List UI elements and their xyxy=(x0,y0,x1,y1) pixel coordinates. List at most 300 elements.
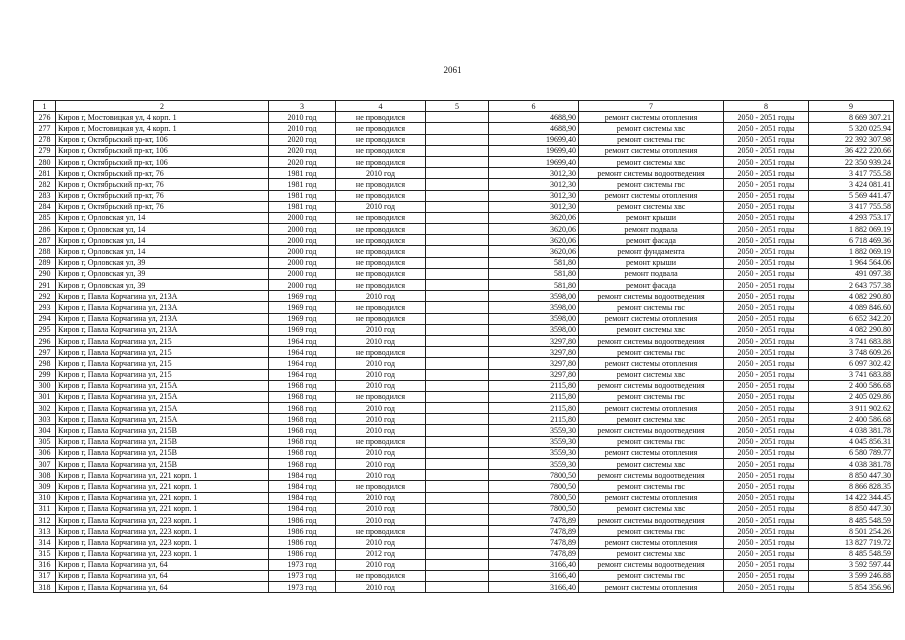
cost-cell: 4 089 846.60 xyxy=(809,302,894,313)
period-cell: 2050 - 2051 годы xyxy=(724,391,809,402)
year-built-cell: 1984 год xyxy=(269,503,336,514)
area-cell: 3620,06 xyxy=(489,235,579,246)
address-cell: Киров г, Павла Корчагина ул, 64 xyxy=(56,559,269,570)
area-cell: 2115,80 xyxy=(489,391,579,402)
cost-cell: 22 350 939.24 xyxy=(809,156,894,167)
year-built-cell: 1981 год xyxy=(269,179,336,190)
address-cell: Киров г, Павла Корчагина ул, 221 корп. 1 xyxy=(56,470,269,481)
year-built-cell: 1973 год xyxy=(269,570,336,581)
area-cell: 7478,89 xyxy=(489,548,579,559)
row-number-cell: 308 xyxy=(34,470,56,481)
year-built-cell: 1969 год xyxy=(269,302,336,313)
period-cell: 2050 - 2051 годы xyxy=(724,168,809,179)
col5-cell xyxy=(426,257,489,268)
col5-cell xyxy=(426,235,489,246)
address-cell: Киров г, Павла Корчагина ул, 215В xyxy=(56,459,269,470)
row-number-cell: 296 xyxy=(34,335,56,346)
area-cell: 3559,30 xyxy=(489,436,579,447)
col5-cell xyxy=(426,526,489,537)
work-type-cell: ремонт системы водоотведения xyxy=(579,291,724,302)
area-cell: 3598,00 xyxy=(489,324,579,335)
work-type-cell: ремонт системы хвс xyxy=(579,548,724,559)
address-cell: Киров г, Орловская ул, 14 xyxy=(56,212,269,223)
year-built-cell: 1964 год xyxy=(269,358,336,369)
col5-cell xyxy=(426,380,489,391)
page-number: 2061 xyxy=(443,65,462,75)
table-row xyxy=(34,436,894,447)
year-built-cell: 2000 год xyxy=(269,224,336,235)
year-built-cell: 1968 год xyxy=(269,403,336,414)
last-repair-cell: не проводился xyxy=(336,190,426,201)
col5-cell xyxy=(426,358,489,369)
table-row xyxy=(34,481,894,492)
area-cell: 2115,80 xyxy=(489,403,579,414)
cost-cell: 2 405 029.86 xyxy=(809,391,894,402)
cost-cell: 13 827 719.72 xyxy=(809,537,894,548)
row-number-cell: 297 xyxy=(34,347,56,358)
table-row xyxy=(34,414,894,425)
col5-cell xyxy=(426,302,489,313)
last-repair-cell: 2010 год xyxy=(336,537,426,548)
row-number-cell: 294 xyxy=(34,313,56,324)
cost-cell: 3 748 609.26 xyxy=(809,347,894,358)
cost-cell: 2 400 586.68 xyxy=(809,380,894,391)
row-number-cell: 309 xyxy=(34,481,56,492)
table-row xyxy=(34,503,894,514)
address-cell: Киров г, Павла Корчагина ул, 213А xyxy=(56,324,269,335)
row-number-cell: 292 xyxy=(34,291,56,302)
cost-cell: 3 424 081.41 xyxy=(809,179,894,190)
table-row xyxy=(34,492,894,503)
address-cell: Киров г, Павла Корчагина ул, 215А xyxy=(56,380,269,391)
period-cell: 2050 - 2051 годы xyxy=(724,224,809,235)
cost-cell: 8 850 447.30 xyxy=(809,503,894,514)
last-repair-cell: не проводился xyxy=(336,347,426,358)
period-cell: 2050 - 2051 годы xyxy=(724,313,809,324)
row-number-cell: 291 xyxy=(34,280,56,291)
last-repair-cell: не проводился xyxy=(336,436,426,447)
address-cell: Киров г, Павла Корчагина ул, 223 корп. 1 xyxy=(56,526,269,537)
cost-cell: 1 964 564.06 xyxy=(809,257,894,268)
cost-cell: 22 392 307.98 xyxy=(809,134,894,145)
cost-cell: 3 599 246.88 xyxy=(809,570,894,581)
work-type-cell: ремонт системы хвс xyxy=(579,503,724,514)
col5-cell xyxy=(426,335,489,346)
work-type-cell: ремонт системы гвс xyxy=(579,391,724,402)
last-repair-cell: 2010 год xyxy=(336,324,426,335)
table-row xyxy=(34,391,894,402)
col5-cell xyxy=(426,134,489,145)
work-type-cell: ремонт подвала xyxy=(579,224,724,235)
last-repair-cell: 2010 год xyxy=(336,335,426,346)
table-row xyxy=(34,459,894,470)
work-type-cell: ремонт системы отопления xyxy=(579,145,724,156)
cost-cell: 3 417 755.58 xyxy=(809,168,894,179)
year-built-cell: 1984 год xyxy=(269,481,336,492)
last-repair-cell: 2010 год xyxy=(336,582,426,593)
period-cell: 2050 - 2051 годы xyxy=(724,459,809,470)
row-number-cell: 295 xyxy=(34,324,56,335)
col-header-5: 5 xyxy=(426,101,489,112)
table-row xyxy=(34,514,894,525)
col5-cell xyxy=(426,313,489,324)
work-type-cell: ремонт системы водоотведения xyxy=(579,425,724,436)
table-row xyxy=(34,235,894,246)
address-cell: Киров г, Павла Корчагина ул, 215 xyxy=(56,335,269,346)
last-repair-cell: не проводился xyxy=(336,526,426,537)
period-cell: 2050 - 2051 годы xyxy=(724,190,809,201)
table-row xyxy=(34,123,894,134)
address-cell: Киров г, Павла Корчагина ул, 223 корп. 1 xyxy=(56,537,269,548)
year-built-cell: 1968 год xyxy=(269,436,336,447)
last-repair-cell: не проводился xyxy=(336,123,426,134)
last-repair-cell: 2012 год xyxy=(336,548,426,559)
work-type-cell: ремонт крыши xyxy=(579,257,724,268)
cost-cell: 3 911 902.62 xyxy=(809,403,894,414)
last-repair-cell: не проводился xyxy=(336,224,426,235)
row-number-cell: 293 xyxy=(34,302,56,313)
work-type-cell: ремонт системы гвс xyxy=(579,302,724,313)
col5-cell xyxy=(426,459,489,470)
last-repair-cell: 2010 год xyxy=(336,380,426,391)
col5-cell xyxy=(426,391,489,402)
period-cell: 2050 - 2051 годы xyxy=(724,123,809,134)
area-cell: 7800,50 xyxy=(489,503,579,514)
col5-cell xyxy=(426,179,489,190)
area-cell: 3297,80 xyxy=(489,335,579,346)
last-repair-cell: 2010 год xyxy=(336,369,426,380)
table-row xyxy=(34,224,894,235)
work-type-cell: ремонт системы отопления xyxy=(579,358,724,369)
table-row xyxy=(34,335,894,346)
row-number-cell: 299 xyxy=(34,369,56,380)
cost-cell: 4 045 856.31 xyxy=(809,436,894,447)
col5-cell xyxy=(426,291,489,302)
period-cell: 2050 - 2051 годы xyxy=(724,470,809,481)
period-cell: 2050 - 2051 годы xyxy=(724,380,809,391)
area-cell: 3012,30 xyxy=(489,179,579,190)
col5-cell xyxy=(426,447,489,458)
work-type-cell: ремонт системы отопления xyxy=(579,447,724,458)
period-cell: 2050 - 2051 годы xyxy=(724,436,809,447)
col5-cell xyxy=(426,156,489,167)
last-repair-cell: 2010 год xyxy=(336,414,426,425)
row-number-cell: 289 xyxy=(34,257,56,268)
area-cell: 3166,40 xyxy=(489,582,579,593)
work-type-cell: ремонт крыши xyxy=(579,212,724,223)
col5-cell xyxy=(426,570,489,581)
last-repair-cell: не проводился xyxy=(336,570,426,581)
address-cell: Киров г, Павла Корчагина ул, 64 xyxy=(56,582,269,593)
col-header-area: 6 xyxy=(489,101,579,112)
table-row xyxy=(34,447,894,458)
work-type-cell: ремонт системы отопления xyxy=(579,190,724,201)
col5-cell xyxy=(426,414,489,425)
table-row xyxy=(34,313,894,324)
work-type-cell: ремонт системы хвс xyxy=(579,414,724,425)
year-built-cell: 2000 год xyxy=(269,280,336,291)
period-cell: 2050 - 2051 годы xyxy=(724,414,809,425)
last-repair-cell: не проводился xyxy=(336,391,426,402)
last-repair-cell: 2010 год xyxy=(336,503,426,514)
year-built-cell: 1981 год xyxy=(269,201,336,212)
period-cell: 2050 - 2051 годы xyxy=(724,447,809,458)
col5-cell xyxy=(426,481,489,492)
work-type-cell: ремонт системы гвс xyxy=(579,179,724,190)
table-body xyxy=(34,112,894,593)
last-repair-cell: не проводился xyxy=(336,302,426,313)
year-built-cell: 1986 год xyxy=(269,526,336,537)
col-header-last-repair: 4 xyxy=(336,101,426,112)
row-number-cell: 282 xyxy=(34,179,56,190)
address-cell: Киров г, Октябрьский пр-кт, 76 xyxy=(56,168,269,179)
col5-cell xyxy=(426,168,489,179)
area-cell: 3297,80 xyxy=(489,347,579,358)
work-type-cell: ремонт системы хвс xyxy=(579,459,724,470)
area-cell: 2115,80 xyxy=(489,380,579,391)
col5-cell xyxy=(426,145,489,156)
cost-cell: 4 082 290.80 xyxy=(809,291,894,302)
col5-cell xyxy=(426,492,489,503)
area-cell: 7800,50 xyxy=(489,481,579,492)
period-cell: 2050 - 2051 годы xyxy=(724,492,809,503)
table-row xyxy=(34,168,894,179)
work-type-cell: ремонт системы хвс xyxy=(579,156,724,167)
period-cell: 2050 - 2051 годы xyxy=(724,302,809,313)
cost-cell: 1 882 069.19 xyxy=(809,224,894,235)
last-repair-cell: не проводился xyxy=(336,179,426,190)
table-row xyxy=(34,156,894,167)
area-cell: 3297,80 xyxy=(489,358,579,369)
period-cell: 2050 - 2051 годы xyxy=(724,537,809,548)
address-cell: Киров г, Орловская ул, 14 xyxy=(56,246,269,257)
last-repair-cell: 2010 год xyxy=(336,470,426,481)
year-built-cell: 1968 год xyxy=(269,414,336,425)
period-cell: 2050 - 2051 годы xyxy=(724,369,809,380)
cost-cell: 3 741 683.88 xyxy=(809,369,894,380)
period-cell: 2050 - 2051 годы xyxy=(724,324,809,335)
work-type-cell: ремонт системы отопления xyxy=(579,537,724,548)
col5-cell xyxy=(426,403,489,414)
area-cell: 19699,40 xyxy=(489,134,579,145)
address-cell: Киров г, Павла Корчагина ул, 215В xyxy=(56,436,269,447)
year-built-cell: 1968 год xyxy=(269,447,336,458)
col5-cell xyxy=(426,280,489,291)
address-cell: Киров г, Октябрьский пр-кт, 76 xyxy=(56,201,269,212)
period-cell: 2050 - 2051 годы xyxy=(724,257,809,268)
area-cell: 7800,50 xyxy=(489,492,579,503)
work-type-cell: ремонт системы гвс xyxy=(579,436,724,447)
cost-cell: 2 643 757.38 xyxy=(809,280,894,291)
last-repair-cell: 2010 год xyxy=(336,168,426,179)
last-repair-cell: 2010 год xyxy=(336,425,426,436)
address-cell: Киров г, Павла Корчагина ул, 223 корп. 1 xyxy=(56,548,269,559)
row-number-cell: 318 xyxy=(34,582,56,593)
address-cell: Киров г, Павла Корчагина ул, 64 xyxy=(56,570,269,581)
area-cell: 3012,30 xyxy=(489,201,579,212)
work-type-cell: ремонт фасада xyxy=(579,235,724,246)
period-cell: 2050 - 2051 годы xyxy=(724,212,809,223)
area-cell: 19699,40 xyxy=(489,145,579,156)
year-built-cell: 1986 год xyxy=(269,514,336,525)
table-row xyxy=(34,324,894,335)
table-row xyxy=(34,268,894,279)
address-cell: Киров г, Павла Корчагина ул, 213А xyxy=(56,313,269,324)
table-row xyxy=(34,559,894,570)
row-number-cell: 279 xyxy=(34,145,56,156)
area-cell: 3598,00 xyxy=(489,313,579,324)
period-cell: 2050 - 2051 годы xyxy=(724,335,809,346)
work-type-cell: ремонт системы гвс xyxy=(579,347,724,358)
last-repair-cell: 2010 год xyxy=(336,459,426,470)
cost-cell: 3 592 597.44 xyxy=(809,559,894,570)
col5-cell xyxy=(426,514,489,525)
row-number-cell: 298 xyxy=(34,358,56,369)
cost-cell: 8 866 828.35 xyxy=(809,481,894,492)
table-row xyxy=(34,201,894,212)
work-type-cell: ремонт системы отопления xyxy=(579,112,724,123)
col5-cell xyxy=(426,347,489,358)
period-cell: 2050 - 2051 годы xyxy=(724,526,809,537)
period-cell: 2050 - 2051 годы xyxy=(724,201,809,212)
table-row xyxy=(34,347,894,358)
col5-cell xyxy=(426,201,489,212)
year-built-cell: 2020 год xyxy=(269,156,336,167)
last-repair-cell: не проводился xyxy=(336,145,426,156)
row-number-cell: 303 xyxy=(34,414,56,425)
period-cell: 2050 - 2051 годы xyxy=(724,548,809,559)
year-built-cell: 1968 год xyxy=(269,391,336,402)
table-row xyxy=(34,548,894,559)
area-cell: 19699,40 xyxy=(489,156,579,167)
area-cell: 3598,00 xyxy=(489,302,579,313)
year-built-cell: 2020 год xyxy=(269,145,336,156)
period-cell: 2050 - 2051 годы xyxy=(724,291,809,302)
last-repair-cell: 2010 год xyxy=(336,492,426,503)
area-cell: 7478,89 xyxy=(489,526,579,537)
year-built-cell: 1964 год xyxy=(269,369,336,380)
address-cell: Киров г, Октябрьский пр-кт, 106 xyxy=(56,156,269,167)
area-cell: 3620,06 xyxy=(489,212,579,223)
cost-cell: 4 082 290.80 xyxy=(809,324,894,335)
area-cell: 3297,80 xyxy=(489,369,579,380)
table-row xyxy=(34,302,894,313)
year-built-cell: 1973 год xyxy=(269,582,336,593)
row-number-cell: 312 xyxy=(34,514,56,525)
address-cell: Киров г, Павла Корчагина ул, 221 корп. 1 xyxy=(56,503,269,514)
period-cell: 2050 - 2051 годы xyxy=(724,503,809,514)
address-cell: Киров г, Октябрьский пр-кт, 76 xyxy=(56,179,269,190)
period-cell: 2050 - 2051 годы xyxy=(724,358,809,369)
row-number-cell: 306 xyxy=(34,447,56,458)
table-row xyxy=(34,582,894,593)
area-cell: 3559,30 xyxy=(489,459,579,470)
year-built-cell: 2010 год xyxy=(269,112,336,123)
table-row xyxy=(34,246,894,257)
row-number-cell: 317 xyxy=(34,570,56,581)
col-header-period: 8 xyxy=(724,101,809,112)
cost-cell: 4 038 381.78 xyxy=(809,459,894,470)
last-repair-cell: 2010 год xyxy=(336,447,426,458)
table-row xyxy=(34,134,894,145)
col5-cell xyxy=(426,369,489,380)
col5-cell xyxy=(426,559,489,570)
year-built-cell: 1968 год xyxy=(269,425,336,436)
cost-cell: 4 293 753.17 xyxy=(809,212,894,223)
row-number-cell: 316 xyxy=(34,559,56,570)
address-cell: Киров г, Мостовицкая ул, 4 корп. 1 xyxy=(56,123,269,134)
period-cell: 2050 - 2051 годы xyxy=(724,570,809,581)
cost-cell: 491 097.38 xyxy=(809,268,894,279)
table-row xyxy=(34,470,894,481)
area-cell: 7478,89 xyxy=(489,537,579,548)
address-cell: Киров г, Павла Корчагина ул, 215В xyxy=(56,425,269,436)
table-row xyxy=(34,526,894,537)
year-built-cell: 1986 год xyxy=(269,537,336,548)
cost-cell: 6 718 469.36 xyxy=(809,235,894,246)
address-cell: Киров г, Орловская ул, 39 xyxy=(56,268,269,279)
last-repair-cell: 2010 год xyxy=(336,291,426,302)
col5-cell xyxy=(426,503,489,514)
period-cell: 2050 - 2051 годы xyxy=(724,582,809,593)
work-type-cell: ремонт системы хвс xyxy=(579,369,724,380)
table-row xyxy=(34,145,894,156)
year-built-cell: 2000 год xyxy=(269,268,336,279)
address-cell: Киров г, Павла Корчагина ул, 223 корп. 1 xyxy=(56,514,269,525)
col5-cell xyxy=(426,268,489,279)
table-row xyxy=(34,570,894,581)
row-number-cell: 311 xyxy=(34,503,56,514)
table-row xyxy=(34,257,894,268)
period-cell: 2050 - 2051 годы xyxy=(724,425,809,436)
cost-cell: 3 417 755.58 xyxy=(809,201,894,212)
period-cell: 2050 - 2051 годы xyxy=(724,268,809,279)
area-cell: 3559,30 xyxy=(489,447,579,458)
last-repair-cell: не проводился xyxy=(336,257,426,268)
address-cell: Киров г, Орловская ул, 14 xyxy=(56,235,269,246)
year-built-cell: 1973 год xyxy=(269,559,336,570)
year-built-cell: 2010 год xyxy=(269,123,336,134)
row-number-cell: 310 xyxy=(34,492,56,503)
area-cell: 3166,40 xyxy=(489,570,579,581)
work-type-cell: ремонт системы водоотведения xyxy=(579,335,724,346)
cost-cell: 36 422 220.66 xyxy=(809,145,894,156)
area-cell: 3620,06 xyxy=(489,224,579,235)
row-number-cell: 301 xyxy=(34,391,56,402)
row-number-cell: 276 xyxy=(34,112,56,123)
area-cell: 7478,89 xyxy=(489,514,579,525)
last-repair-cell: не проводился xyxy=(336,481,426,492)
period-cell: 2050 - 2051 годы xyxy=(724,559,809,570)
last-repair-cell: не проводился xyxy=(336,212,426,223)
cost-cell: 6 652 342.20 xyxy=(809,313,894,324)
year-built-cell: 1964 год xyxy=(269,335,336,346)
period-cell: 2050 - 2051 годы xyxy=(724,179,809,190)
row-number-cell: 280 xyxy=(34,156,56,167)
address-cell: Киров г, Октябрьский пр-кт, 76 xyxy=(56,190,269,201)
year-built-cell: 1984 год xyxy=(269,492,336,503)
work-type-cell: ремонт системы хвс xyxy=(579,324,724,335)
period-cell: 2050 - 2051 годы xyxy=(724,156,809,167)
year-built-cell: 2000 год xyxy=(269,246,336,257)
work-type-cell: ремонт системы отопления xyxy=(579,582,724,593)
area-cell: 3012,30 xyxy=(489,168,579,179)
area-cell: 7800,50 xyxy=(489,470,579,481)
work-type-cell: ремонт системы гвс xyxy=(579,526,724,537)
row-number-cell: 304 xyxy=(34,425,56,436)
row-number-cell: 277 xyxy=(34,123,56,134)
year-built-cell: 1964 год xyxy=(269,347,336,358)
